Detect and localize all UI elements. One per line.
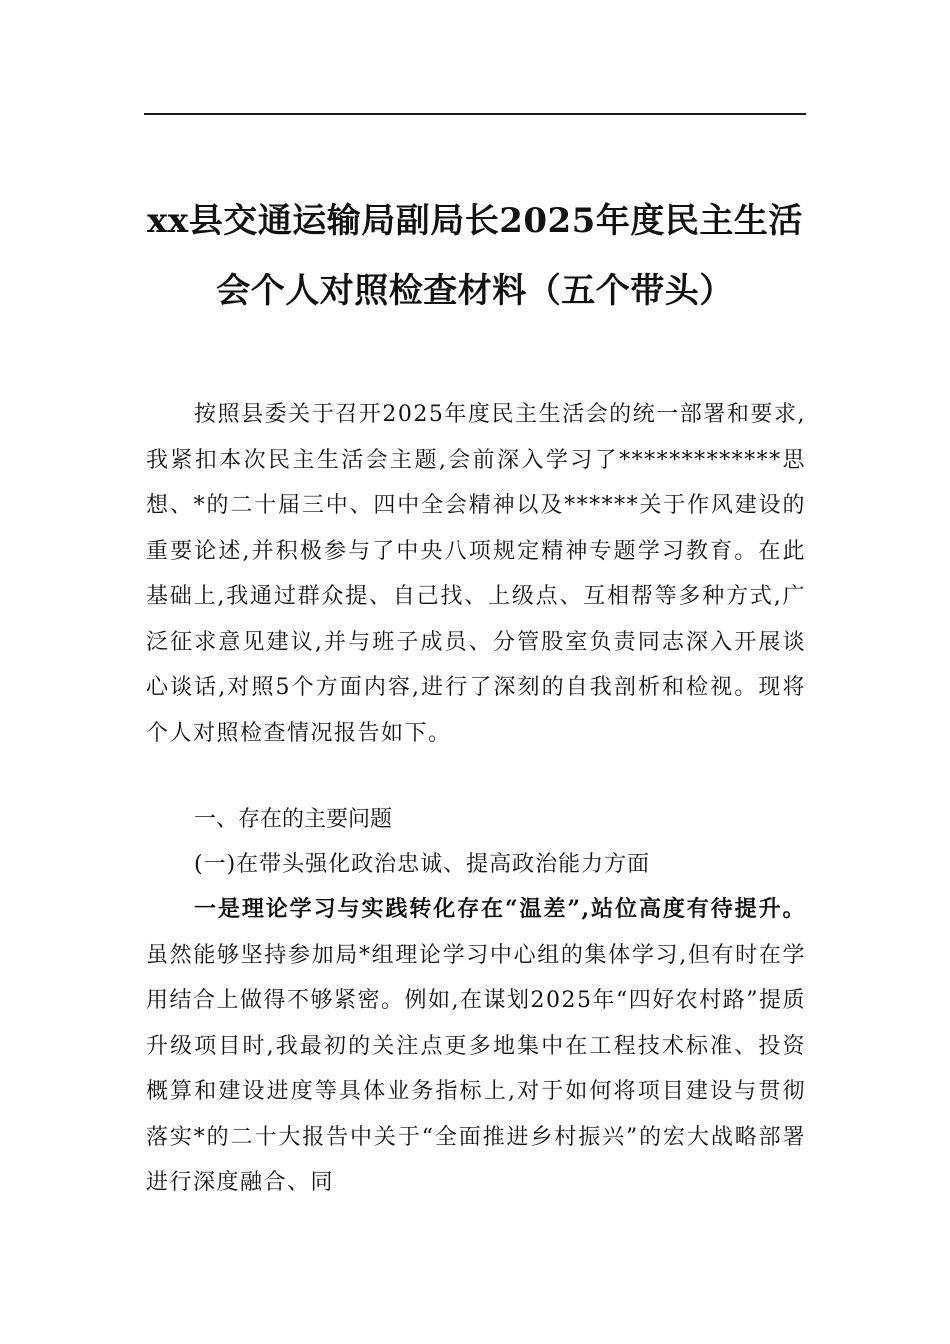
subsection-heading: (一)在带头强化政治忠诚、提高政治能力方面 [194, 852, 651, 877]
document-title-line-2: 会个人对照检查材料（五个带头） [216, 271, 734, 311]
section-heading: 一、存在的主要问题 [194, 807, 393, 832]
point-one-lead: 一是理论学习与实践转化存在“温差”,站位高度有待提升。 [194, 896, 806, 922]
header-rule [144, 113, 806, 115]
point-one-paragraph [146, 887, 806, 1206]
point-one-body: 虽然能够坚持参加局*组理论学习中心组的集体学习,但有时在学用结合上做得不够紧密。例如,在谋划2025年“四好农村路”提质升级项目时,我最初的关注点更多地集中在工程技术标准、投资概算和建设进度等具体业务指标上,对于如何将项目建设与贯彻落实*的二十大报告中关于“全面推进乡村振兴”的宏大战略部署进行深度融合、同 [146, 942, 806, 1195]
document-title-line-1: xx县交通运输局副局长2025年度民主生活 [147, 201, 803, 241]
intro-paragraph: 按照县委关于召开2025年度民主生活会的统一部署和要求,我紧扣本次民主生活会主题,会前深入学习了*************思想、*的二十届三中、四中全会精神以及******关于作风建设的重要论述,并积极参与了中央八项规定精神专题学习教育。在此基础上,我通过群众提、自己找、上级点、互相帮等多种方式,广泛征求意见建议,并与班子成员、分管股室负责同志深入开展谈心谈话,对照5个方面内容,进行了深刻的自我剖析和检视。现将个人对照检查情况报告如下。 [146, 402, 806, 746]
